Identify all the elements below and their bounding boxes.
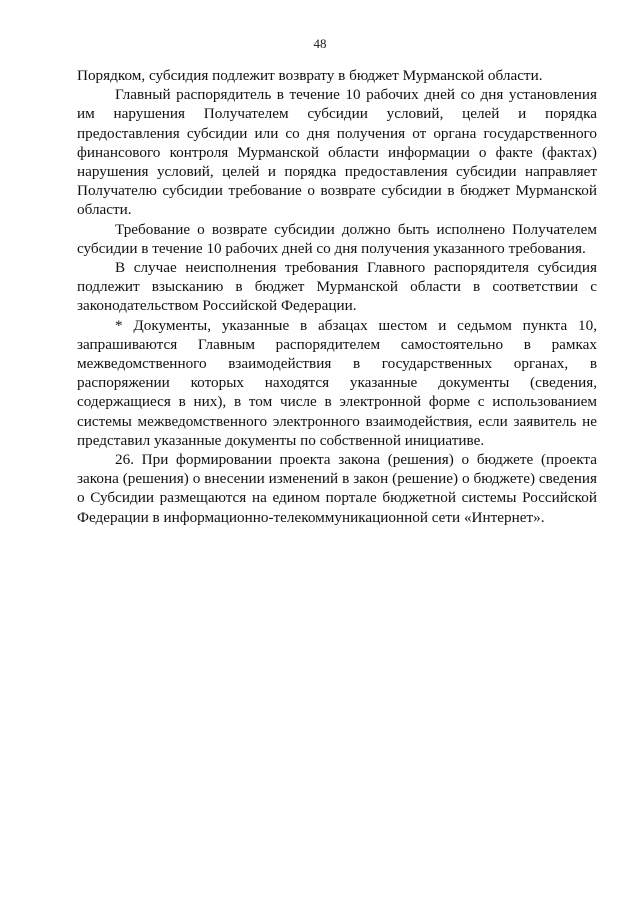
paragraph-footnote-documents: * Документы, указанные в абзацах шестом и седьмом пункта 10, запрашиваются Главным распорядителем самостоятельно в рамках межведомственного взаимодействия в государственных органах, в распоряжении которых находятся указанные документы (сведения, содержащиеся в них), в том числе в электронной форме с использованием системы межведомственного электронного взаимодействия, если заявитель не представил указанные документы по собственной инициативе. (77, 316, 597, 449)
page-number: 48 (313, 36, 327, 51)
document-body (77, 66, 597, 527)
paragraph-demand-deadline: Требование о возврате субсидии должно быть исполнено Получателем субсидии в течение 10 рабочих дней со дня получения указанного требования. (77, 220, 597, 257)
paragraph-continuation: Порядком, субсидия подлежит возврату в бюджет Мурманской области. (77, 67, 543, 84)
paragraph-non-fulfillment: В случае неисполнения требования Главного распорядителя субсидия подлежит взысканию в бюджет Мурманской области в соответствии с законодательством Российской Федерации. (77, 259, 597, 315)
paragraph-return-demand: Главный распорядитель в течение 10 рабочих дней со дня установления им нарушения Получателем субсидии условий, целей и порядка предоставления субсидии или со дня получения от органа государственного финансового контроля Мурманской области информации о факте (фактах) нарушения условий, целей и порядка предоставления субсидии направляет Получателю субсидии требование о возврате субсидии в бюджет Мурманской области. (77, 86, 597, 219)
paragraph-item-26: 26. При формировании проекта закона (решения) о бюджете (проекта закона (решения) о внесении изменений в закон (решение) о бюджете) сведения о Субсидии размещаются на едином портале бюджетной системы Российской Федерации в информационно-телекоммуникационной сети «Интернет». (77, 451, 597, 526)
